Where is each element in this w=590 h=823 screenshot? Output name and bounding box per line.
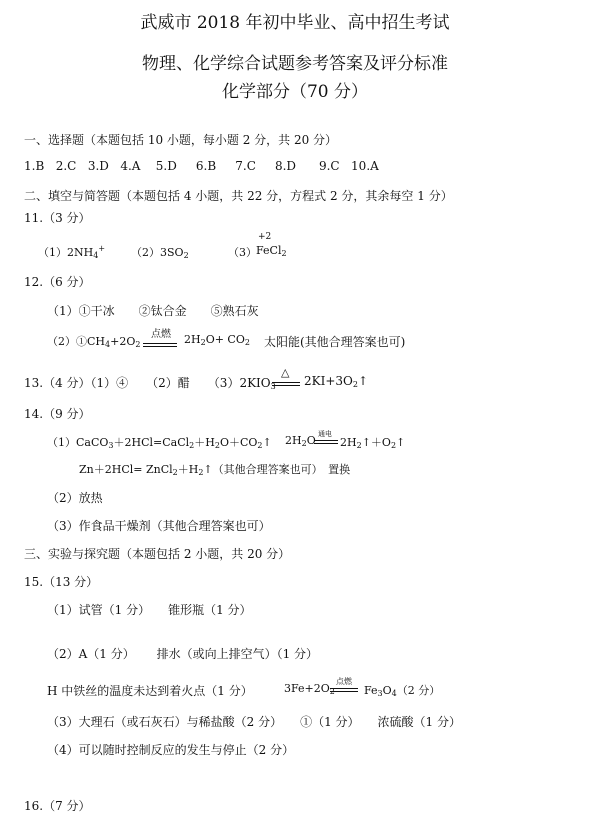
equation-bar xyxy=(330,688,358,689)
equation-bar xyxy=(272,382,300,383)
answer-10: 10.A xyxy=(351,159,379,173)
condition-ignite: 点燃 xyxy=(151,329,171,340)
q14-line3: （2）放热 xyxy=(47,491,103,505)
equation-bar xyxy=(330,691,358,692)
answer-5: 5.D xyxy=(155,159,177,173)
q15-equation-products: $Fe_3O_4(2$ 分） xyxy=(364,684,441,698)
q14-equation-3: $Zn+2HCl= ZnCl_2+H_2↑$（其他合理答案也可） 置换 xyxy=(79,463,351,477)
q12-line2-reactants: $(2)①CH_4+2O_2$ xyxy=(47,335,141,349)
q11-label: 11.（3 分） xyxy=(24,211,91,225)
equation-bar xyxy=(272,385,300,386)
page-title: 武威市 2018 年初中毕业、高中招生考试 xyxy=(140,13,450,33)
q12-line2-products: $2H_2O+ CO_2$ xyxy=(184,333,250,347)
q15-equation-reactants: $3Fe+2O_2$ xyxy=(284,682,335,696)
answer-8: 8.D xyxy=(274,159,297,173)
answer-1: 1.B xyxy=(24,159,45,173)
answer-2: 2.C xyxy=(55,159,77,173)
condition-electrolysis: 通电 xyxy=(318,430,332,438)
q14-equation-1: $(1)CaCO_3+2HCl=CaCl_2+H_2O+CO_2↑$ xyxy=(47,436,272,450)
section1-heading: 一、选择题（本题包括 10 小题，每小题 2 分，共 20 分） xyxy=(24,133,338,147)
answer-7: 7.C xyxy=(235,159,256,173)
q14-equation-2-reactant: $2H_2O$ xyxy=(285,434,316,448)
heat-symbol: △ xyxy=(281,366,290,379)
q15-line3-text: H 中铁丝的温度未达到着火点（1 分） xyxy=(47,684,253,698)
equation-bar xyxy=(143,343,177,344)
condition-ignite-2: 点燃 xyxy=(336,677,352,686)
q15-line1: （1）试管（1 分） 锥形瓶（1 分） xyxy=(47,603,252,617)
q13-products: $2KI+3O_2↑$ xyxy=(304,374,369,389)
q11-answer-3: （3） xyxy=(228,246,257,259)
q11-answer-2: $(2)3SO_2$ xyxy=(131,246,189,260)
valence-mark: +2 xyxy=(258,232,272,242)
section2-heading: 二、填空与简答题（本题包括 4 小题，共 22 分，方程式 2 分，其余每空 1 分） xyxy=(24,189,453,203)
section3-heading: 三、实验与探究题（本题包括 2 小题，共 20 分） xyxy=(24,547,291,561)
answer-9: 9.C xyxy=(318,159,340,173)
answer-6: 6.B xyxy=(195,159,217,173)
q14-line4: （3）作食品干燥剂（其他合理答案也可） xyxy=(47,519,271,533)
q14-label: 14.（9 分） xyxy=(24,407,91,421)
equation-bar xyxy=(314,440,338,441)
answer-4: 4.A xyxy=(120,159,141,173)
q11-answer-1: $(1)2NH_4^+$ xyxy=(38,244,106,260)
q16-label: 16.（7 分） xyxy=(24,799,91,813)
q12-label: 12.（6 分） xyxy=(24,275,91,289)
choice-answers xyxy=(24,159,379,173)
q13-line: 13.（4 分）（1）④ （2）醋 $(3)2KIO_3$ xyxy=(24,376,276,391)
q15-line2: （2）A（1 分） 排水（或向上排空气）（1 分） xyxy=(47,647,319,661)
answer-3: 3.D xyxy=(87,159,109,173)
q15-line5: （4）可以随时控制反应的发生与停止（2 分） xyxy=(47,743,295,757)
q15-label: 15.（13 分） xyxy=(24,575,99,589)
q12-line1: （1）①干冰 ②钛合金 ⑤熟石灰 xyxy=(47,304,259,318)
page-subtitle: 物理、化学综合试题参考答案及评分标准 xyxy=(142,54,448,74)
equation-bar xyxy=(143,346,177,347)
section-title: 化学部分（70 分） xyxy=(221,82,369,102)
q15-line4: （3）大理石（或石灰石）与稀盐酸（2 分） ①（1 分） 浓硫酸（1 分） xyxy=(47,715,461,729)
q11-answer-3-formula: FeCl$_2$ xyxy=(256,244,287,258)
equation-bar xyxy=(314,443,338,444)
q14-equation-2-products: $2H_2↑+O_2↑$ xyxy=(340,436,406,450)
q12-line2-tail: 太阳能(其他合理答案也可) xyxy=(264,335,406,349)
